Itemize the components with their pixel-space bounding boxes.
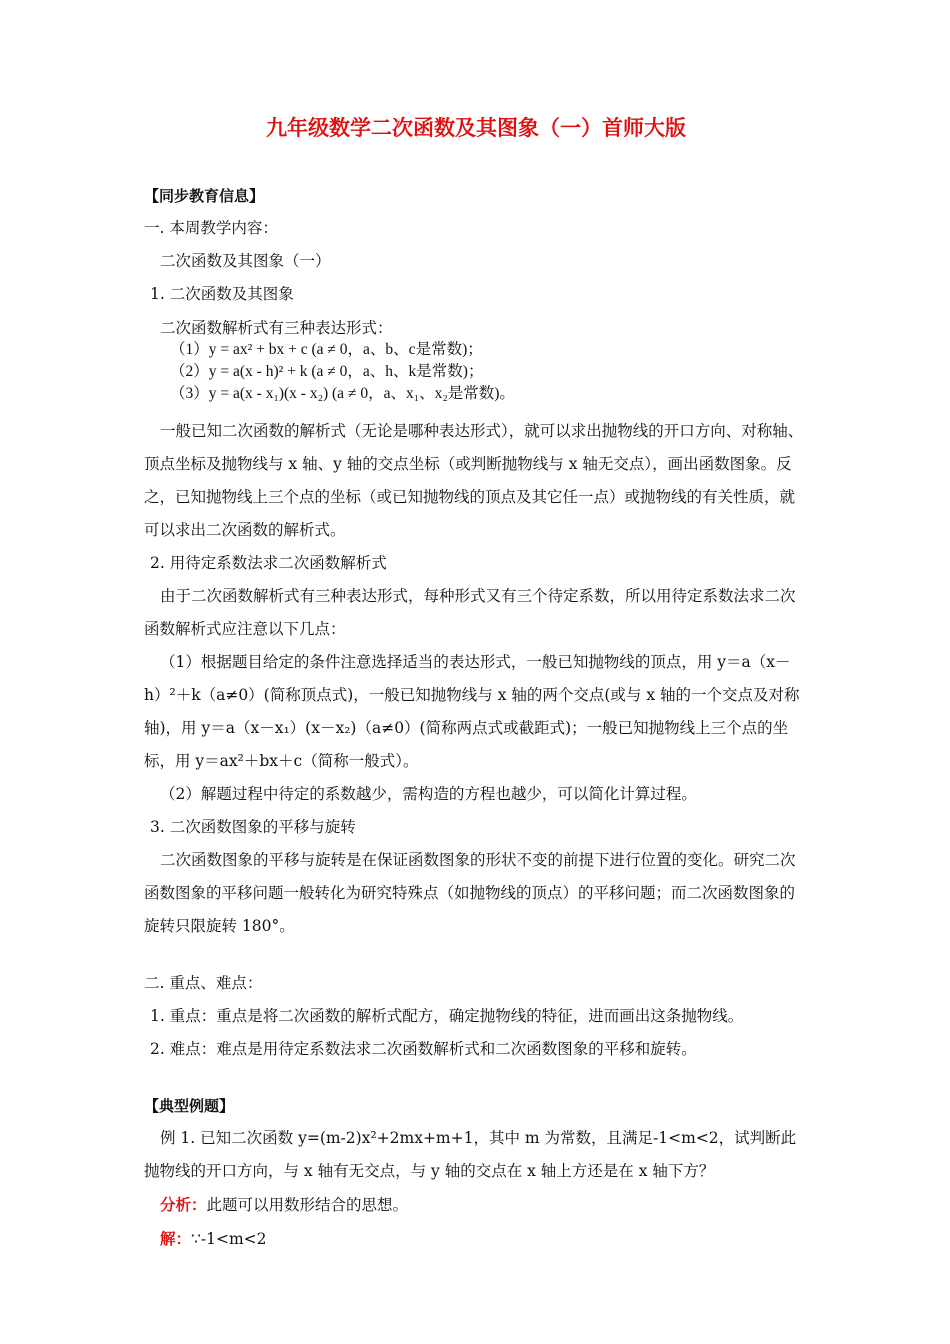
solution-label: 解： bbox=[160, 1229, 192, 1248]
item-3-heading: 3. 二次函数图象的平移与旋转 bbox=[150, 818, 356, 836]
spacer bbox=[144, 943, 808, 967]
paragraph-fewer-coeff: （2）解题过程中待定的系数越少，需构造的方程也越少，可以简化计算过程。 bbox=[160, 785, 697, 803]
section-weekly-content: 一. 本周教学内容： bbox=[144, 219, 278, 237]
forms-intro: 二次函数解析式有三种表达形式： bbox=[160, 319, 393, 337]
topic-line: 二次函数及其图象（一） bbox=[160, 252, 331, 270]
paragraph-translation-rotation: 二次函数图象的平移与旋转是在保证函数图象的形状不变的前提下进行位置的变化。研究二次函数图象的平移问题一般转化为研究特殊点（如抛物线的顶点）的平移问题；而二次函数图象的旋转只限旋转 180°。 bbox=[144, 851, 796, 935]
formula-general: （1）y = ax² + bx + c (a ≠ 0，a、b、c是常数)； bbox=[170, 341, 483, 358]
spacer bbox=[144, 1066, 808, 1090]
section-key-points: 二. 重点、难点： bbox=[144, 974, 263, 992]
item-2-heading: 2. 用待定系数法求二次函数解析式 bbox=[150, 554, 387, 572]
key-point-2: 2. 难点：难点是用待定系数法求二次函数解析式和二次函数图象的平移和旋转。 bbox=[150, 1040, 697, 1058]
section-heading-examples: 【典型例题】 bbox=[144, 1097, 235, 1115]
analysis-label: 分析： bbox=[160, 1195, 207, 1214]
formula-vertex: （2）y = a(x - h)² + k (a ≠ 0，a、h、k是常数)； bbox=[170, 363, 484, 380]
solution-text: ∵-1<m<2 bbox=[191, 1230, 267, 1248]
item-1-heading: 1. 二次函数及其图象 bbox=[150, 285, 294, 303]
paragraph-analytic-form: 一般已知二次函数的解析式（无论是哪种表达形式），就可以求出抛物线的开口方向、对称轴、顶点坐标及抛物线与 x 轴、y 轴的交点坐标（或判断抛物线与 x 轴无交点），画出函数图象。反之，已知抛物线上三个点的坐标（或已知抛物线的顶点及其它任一点）或抛物线的有关性质，就可以求出二次函数的解析式。 bbox=[144, 422, 804, 539]
section-heading-sync-info: 【同步教育信息】 bbox=[144, 187, 265, 205]
paragraph-undetermined-coeff: 由于二次函数解析式有三种表达形式，每种形式又有三个待定系数，所以用待定系数法求二次函数解析式应注意以下几点： bbox=[144, 587, 796, 638]
key-point-1: 1. 重点：重点是将二次函数的解析式配方，确定抛物线的特征，进而画出这条抛物线。 bbox=[150, 1007, 744, 1025]
paragraph-choose-form: （1）根据题目给定的条件注意选择适当的表达形式，一般已知抛物线的顶点，用 y＝a（x－h）²＋k（a≠0）(简称顶点式)，一般已知抛物线与 x 轴的两个交点(或与 x 轴的一个交点及对称轴)，用 y＝a（x－x₁）(x－x₂)（a≠0）(简称两点式或截距式)；一般已知抛物线上三个点的坐标，用 y＝ax²＋bx＋c（简称一般式）。 bbox=[144, 653, 800, 770]
example-1: 例 1. 已知二次函数 y=(m-2)x²+2mx+m+1，其中 m 为常数，且满足-1<m<2，试判断此抛物线的开口方向，与 x 轴有无交点，与 y 轴的交点在 x 轴上方还是在 x 轴下方？ bbox=[144, 1129, 797, 1180]
analysis-text: 此题可以用数形结合的思想。 bbox=[206, 1196, 409, 1214]
solution-line bbox=[144, 1222, 808, 1256]
analysis-line bbox=[144, 1188, 808, 1222]
formula-intercept: （3）y = a(x - x₁)(x - x₂) (a ≠ 0，a、x₁、x₂是常数)。 bbox=[170, 385, 515, 402]
page-title: 九年级数学二次函数及其图象（一）首师大版 bbox=[266, 116, 686, 140]
